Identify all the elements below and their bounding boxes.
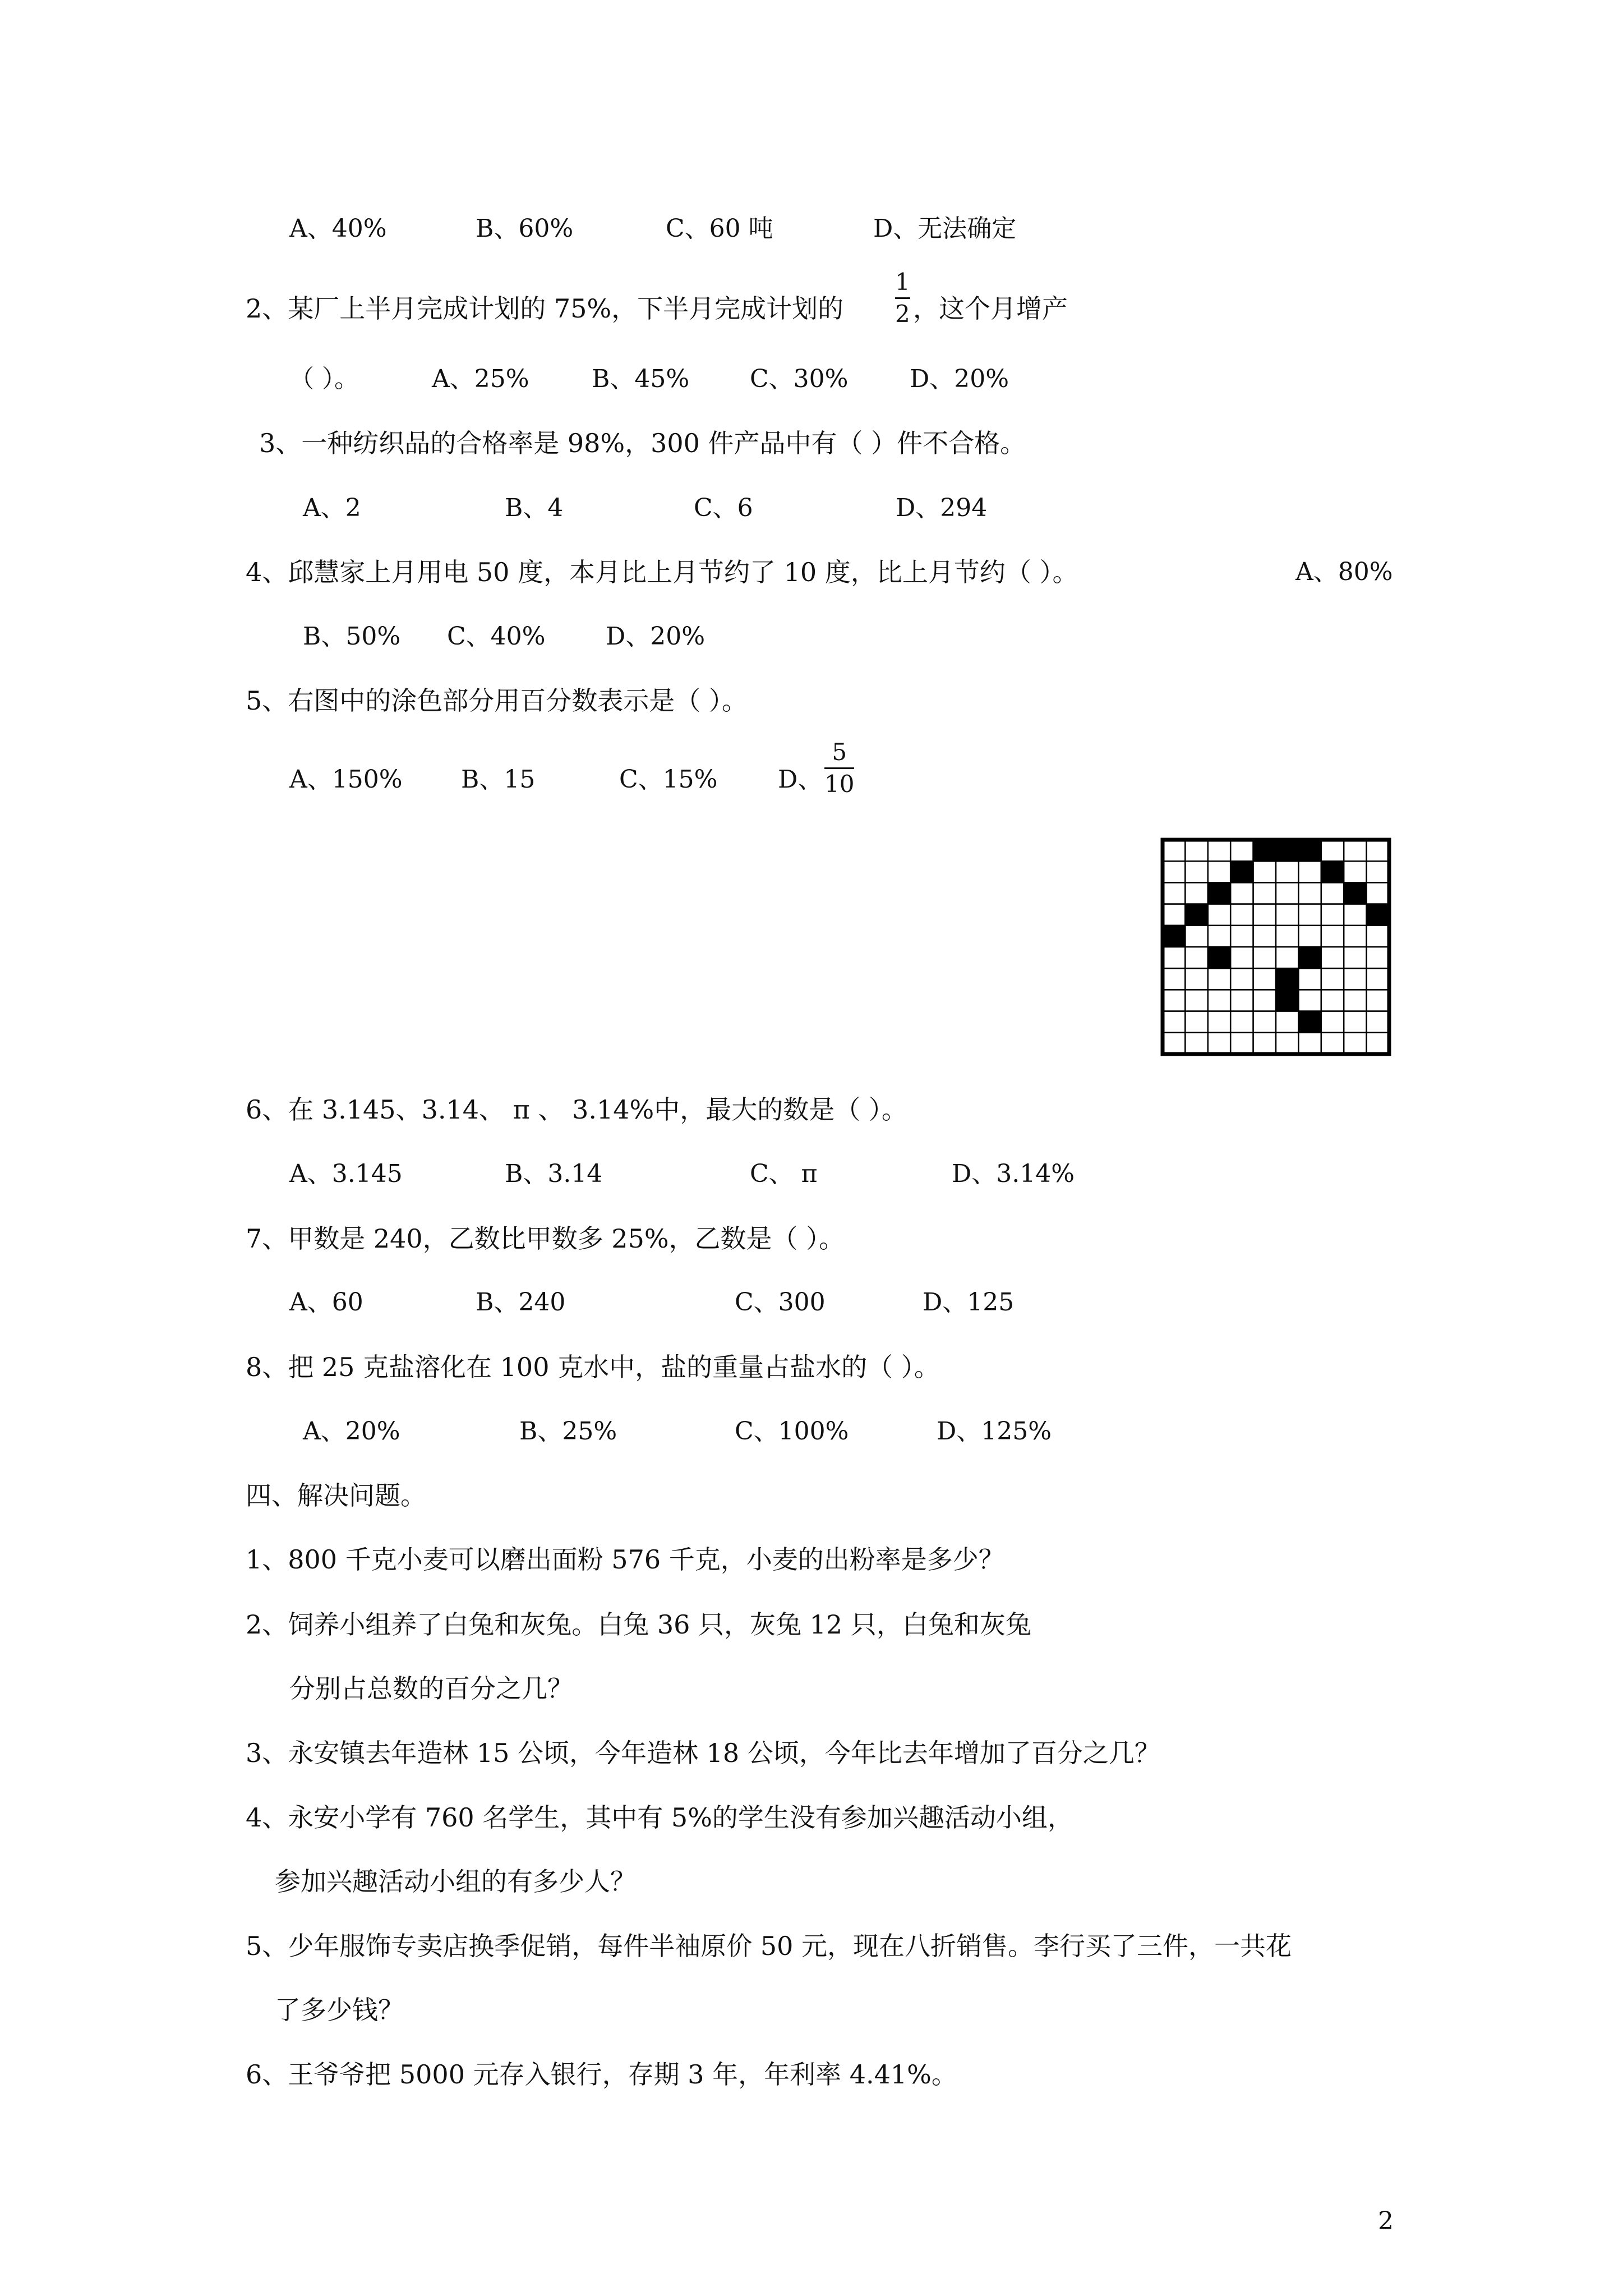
grid-cell — [1344, 968, 1366, 990]
q5-question: 5、右图中的涂色部分用百分数表示是（ ）。 — [246, 685, 748, 716]
grid-cell — [1185, 968, 1207, 990]
grid-cell — [1230, 1033, 1253, 1054]
grid-cell — [1230, 840, 1253, 861]
grid-cell — [1321, 926, 1344, 947]
grid-cell-shaded — [1230, 861, 1253, 882]
grid-cell — [1163, 882, 1185, 904]
grid-cell — [1298, 882, 1321, 904]
q4-option-d: D、20% — [606, 622, 706, 651]
grid-cell — [1298, 1033, 1321, 1054]
grid-cell — [1298, 904, 1321, 926]
grid-cell — [1208, 926, 1230, 947]
grid-cell — [1321, 840, 1344, 861]
problem-line: 参加兴趣活动小组的有多少人？ — [275, 1866, 636, 1897]
q7-option-c: C、300 — [735, 1288, 826, 1317]
grid-cell — [1253, 990, 1276, 1011]
problem-line: 4、永安小学有 760 名学生，其中有 5%的学生没有参加兴趣活动小组， — [246, 1802, 1073, 1833]
grid-cell-shaded — [1163, 926, 1185, 947]
grid-cell — [1208, 861, 1230, 882]
q6-option-c: C、 π — [750, 1159, 818, 1188]
problem-line: 1、800 千克小麦可以磨出面粉 576 千克，小麦的出粉率是多少？ — [246, 1544, 1004, 1575]
q7-option-a: A、60 — [289, 1288, 363, 1317]
q6-option-b: B、3.14 — [505, 1159, 603, 1188]
grid-cell — [1253, 1011, 1276, 1033]
grid-cell — [1230, 968, 1253, 990]
q1-option-c: C、60 吨 — [666, 214, 773, 243]
grid-cell — [1298, 861, 1321, 882]
grid-cell — [1276, 947, 1298, 968]
q7-option-d: D、125 — [923, 1288, 1015, 1317]
q5-option-b: B、15 — [461, 765, 536, 794]
grid-cell-shaded — [1185, 904, 1207, 926]
grid-cell — [1253, 947, 1276, 968]
grid-cell-shaded — [1298, 840, 1321, 861]
grid-cell — [1208, 1011, 1230, 1033]
q5-fraction-denominator: 10 — [824, 770, 855, 798]
q2-question-tail: ，这个月增产 — [913, 293, 1068, 324]
q2-fraction-numerator: 1 — [895, 268, 910, 296]
grid-cell — [1163, 990, 1185, 1011]
grid-cell — [1185, 947, 1207, 968]
grid-cell — [1367, 1011, 1389, 1033]
grid-cell-shaded — [1298, 1011, 1321, 1033]
q5-option-d-fraction — [824, 738, 854, 798]
grid-cell — [1276, 926, 1298, 947]
q4-option-c: C、40% — [447, 622, 546, 651]
q3-question: 3、一种纺织品的合格率是 98%，300 件产品中有（ ）件不合格。 — [259, 428, 1026, 458]
grid-cell — [1276, 882, 1298, 904]
grid-cell — [1185, 840, 1207, 861]
q2-blank: （ ）。 — [289, 365, 359, 393]
q3-option-b: B、4 — [505, 494, 564, 522]
grid-cell — [1344, 990, 1366, 1011]
q2-option-d: D、20% — [910, 365, 1009, 393]
q1-option-b: B、60% — [476, 214, 574, 243]
grid-cell — [1163, 1011, 1185, 1033]
grid-cell — [1321, 882, 1344, 904]
q8-option-c: C、100% — [735, 1417, 849, 1446]
grid-cell-shaded — [1208, 947, 1230, 968]
grid-cell — [1253, 861, 1276, 882]
problem-line: 5、少年服饰专卖店换季促销，每件半袖原价 50 元，现在八折销售。李行买了三件，一共花 — [246, 1931, 1292, 1961]
grid-cell — [1185, 1011, 1207, 1033]
grid-cell — [1185, 990, 1207, 1011]
grid-cell — [1253, 904, 1276, 926]
q2-fraction — [895, 268, 910, 328]
grid-cell — [1276, 1033, 1298, 1054]
problem-line: 3、永安镇去年造林 15 公顷，今年造林 18 公顷，今年比去年增加了百分之几？ — [246, 1738, 1160, 1768]
grid-cell — [1367, 861, 1389, 882]
grid-cell — [1208, 1033, 1230, 1054]
grid-cell-shaded — [1298, 947, 1321, 968]
q6-option-a: A、3.145 — [289, 1159, 403, 1188]
q2-option-b: B、45% — [592, 365, 690, 393]
grid-cell — [1253, 926, 1276, 947]
grid-cell-shaded — [1276, 840, 1298, 861]
grid-cell — [1163, 1033, 1185, 1054]
grid-cell — [1298, 990, 1321, 1011]
grid-cell — [1321, 968, 1344, 990]
grid-cell-shaded — [1367, 904, 1389, 926]
q4-option-a: A、80% — [1295, 558, 1393, 586]
grid-cell — [1321, 947, 1344, 968]
grid-cell — [1344, 1011, 1366, 1033]
q1-option-d: D、无法确定 — [873, 214, 1017, 243]
grid-cell — [1367, 990, 1389, 1011]
section-heading: 四、解决问题。 — [246, 1480, 426, 1511]
grid-cell — [1185, 882, 1207, 904]
grid-cell — [1208, 904, 1230, 926]
grid-cell — [1367, 947, 1389, 968]
q6-option-d: D、3.14% — [952, 1159, 1075, 1188]
q2-option-a: A、25% — [432, 365, 529, 393]
grid-cell — [1321, 904, 1344, 926]
grid-cell — [1253, 968, 1276, 990]
grid-cell-shaded — [1321, 861, 1344, 882]
problem-line: 了多少钱？ — [275, 1995, 404, 2025]
grid-cell — [1298, 926, 1321, 947]
grid-cell — [1367, 968, 1389, 990]
q5-option-c: C、15% — [619, 765, 718, 794]
q8-option-a: A、20% — [303, 1417, 400, 1446]
grid-cell — [1367, 1033, 1389, 1054]
grid-cell — [1163, 861, 1185, 882]
problem-line: 6、王爷爷把 5000 元存入银行，存期 3 年，年利率 4.41%。 — [246, 2059, 957, 2090]
grid-cell-shaded — [1253, 840, 1276, 861]
grid-cell-shaded — [1276, 968, 1298, 990]
grid-cell — [1185, 861, 1207, 882]
grid-cell — [1230, 926, 1253, 947]
grid-cell — [1344, 861, 1366, 882]
grid-cell — [1208, 968, 1230, 990]
q3-option-c: C、6 — [694, 494, 753, 522]
grid-cell — [1163, 840, 1185, 861]
q5-fraction-numerator: 5 — [832, 738, 847, 766]
q5-option-a: A、150% — [289, 765, 403, 794]
grid-cell — [1367, 926, 1389, 947]
q2-question: 2、某厂上半月完成计划的 75%，下半月完成计划的 — [246, 293, 844, 324]
grid-cell — [1276, 904, 1298, 926]
grid-cell — [1163, 968, 1185, 990]
fraction-bar — [824, 767, 854, 769]
q2-fraction-denominator: 2 — [895, 300, 910, 328]
grid-cell — [1208, 990, 1230, 1011]
q3-option-a: A、2 — [303, 494, 361, 522]
grid-cell — [1367, 882, 1389, 904]
grid-cell — [1253, 1033, 1276, 1054]
grid-cell — [1230, 990, 1253, 1011]
q7-question: 7、甲数是 240，乙数比甲数多 25%，乙数是（ ）。 — [246, 1223, 845, 1254]
q1-option-a: A、40% — [289, 214, 387, 243]
q3-option-d: D、294 — [896, 494, 988, 522]
grid-cell — [1230, 1011, 1253, 1033]
grid-cell — [1321, 1011, 1344, 1033]
grid-cell — [1208, 840, 1230, 861]
fraction-bar — [895, 297, 910, 299]
grid-cell — [1344, 904, 1366, 926]
grid-cell — [1367, 840, 1389, 861]
q8-option-d: D、125% — [937, 1417, 1052, 1446]
page-number: 2 — [1378, 2207, 1394, 2235]
grid-cell-shaded — [1344, 882, 1366, 904]
grid-cell — [1344, 840, 1366, 861]
grid-cell — [1321, 1033, 1344, 1054]
grid-cell — [1298, 968, 1321, 990]
grid-cell — [1230, 947, 1253, 968]
problem-line: 分别占总数的百分之几？ — [289, 1673, 573, 1704]
grid-cell-shaded — [1208, 882, 1230, 904]
q8-option-b: B、25% — [519, 1417, 617, 1446]
q2-option-c: C、30% — [750, 365, 849, 393]
q8-question: 8、把 25 克盐溶化在 100 克水中，盐的重量占盐水的（ ）。 — [246, 1352, 940, 1382]
shaded-grid-figure — [1160, 838, 1391, 1056]
grid-cell-shaded — [1276, 990, 1298, 1011]
q5-option-d-prefix: D、 — [778, 765, 823, 794]
grid-cell — [1163, 947, 1185, 968]
grid-cell — [1344, 1033, 1366, 1054]
q4-option-b: B、50% — [303, 622, 401, 651]
problem-line: 2、饲养小组养了白兔和灰兔。白兔 36 只，灰兔 12 只，白兔和灰兔 — [246, 1609, 1031, 1640]
grid-cell — [1185, 926, 1207, 947]
grid-cell — [1276, 861, 1298, 882]
grid-cell — [1276, 1011, 1298, 1033]
grid-cell — [1344, 947, 1366, 968]
grid-cell — [1185, 1033, 1207, 1054]
q7-option-b: B、240 — [476, 1288, 566, 1317]
grid-cell — [1321, 990, 1344, 1011]
grid-cell — [1344, 926, 1366, 947]
grid-cell — [1163, 904, 1185, 926]
q6-question: 6、在 3.145、3.14、 π 、 3.14%中，最大的数是（ ）。 — [246, 1094, 907, 1125]
grid-cell — [1253, 882, 1276, 904]
grid-cell — [1230, 882, 1253, 904]
q4-question: 4、邱慧家上月用电 50 度，本月比上月节约了 10 度，比上月节约（ ）。 — [246, 557, 1078, 587]
grid-cell — [1230, 904, 1253, 926]
